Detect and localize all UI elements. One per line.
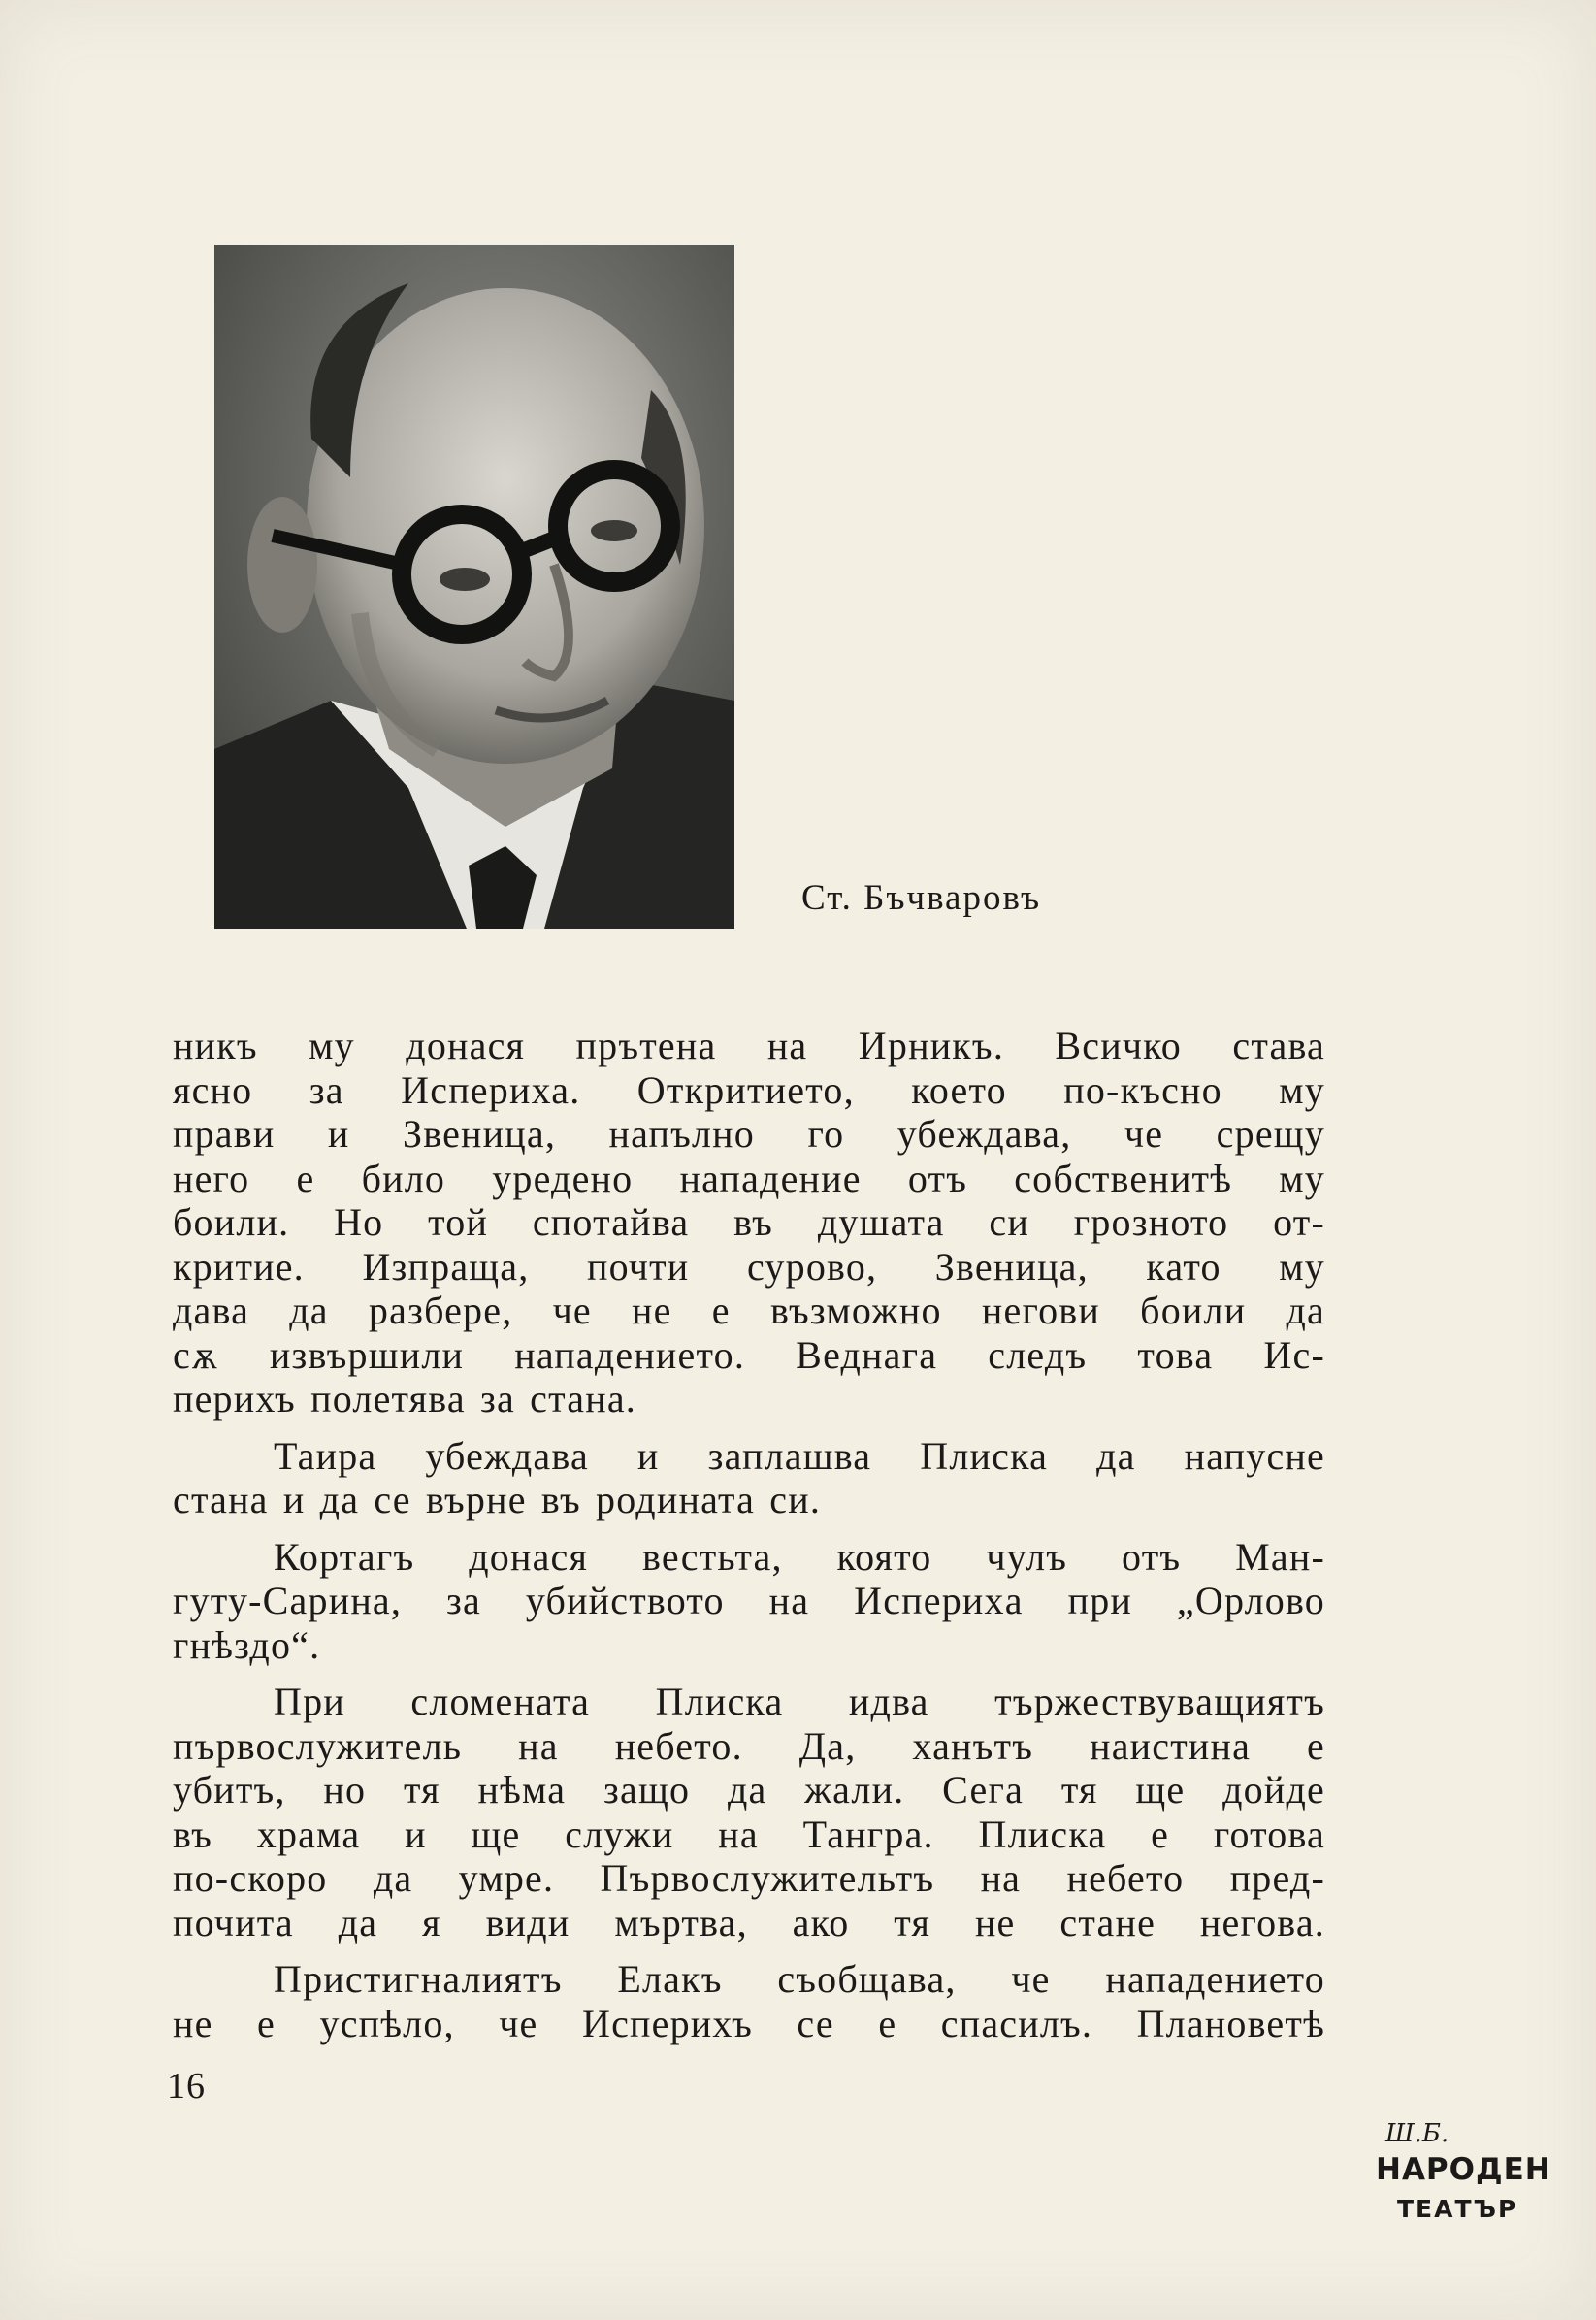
text-line: ясно за Испериха. Откритието, което по-късно му [173,1067,1325,1112]
paragraph-2 [173,1434,1325,1522]
text-line: него е било уредено нападение отъ собственитѣ му [173,1156,1325,1200]
page-number: 16 [167,2066,206,2107]
body-text [173,1024,1325,2045]
text-line: Пристигналиятъ Елакъ съобщава, че нападението [274,1957,1325,2001]
text-line: стана и да се върне въ родината си. [173,1478,822,1521]
text-line: дава да разбере, че не е възможно негови боили да [173,1289,1325,1332]
text-line: Кортагъ донася вестьта, която чулъ отъ Ман- [274,1534,1325,1579]
text-line: прави и Звеница, напълно го убеждава, че срещу [173,1112,1325,1156]
paragraph-5 [173,1957,1325,2045]
portrait-image [214,245,734,929]
text-line: не е успѣло, че Исперихъ се е спасилъ. Плановетѣ [173,2001,1325,2045]
text-line: боили. Но той спотайва въ душата си грозното от- [173,1200,1325,1244]
stamp-signature: Ш.Б. [1385,2119,1449,2148]
text-line: гнѣздо“. [173,1622,321,1667]
photo-caption: Ст. Бъчваровъ [801,878,1042,918]
theatre-stamp [1376,2119,1551,2243]
paragraph-3 [173,1535,1325,1668]
text-line: убитъ, но тя нѣма защо да жали. Сега тя ще дойде [173,1768,1325,1812]
text-line: почита да я види мъртва, ако тя не стане негова. [173,1900,1325,1944]
text-line: перихъ полетява за стана. [173,1377,636,1421]
paragraph-1 [173,1024,1325,1421]
text-line: гуту-Сарина, за убийството на Исперихa при „Орлово [173,1579,1325,1622]
text-line: въ храма и ще служи на Тангра. Плиска е готова [173,1812,1325,1856]
text-line: Таира убеждава и заплашва Плиска да напусне [274,1433,1325,1478]
text-line: никъ му донася прътена на Ирникъ. Всичко става [173,1024,1325,1067]
portrait-photo [214,245,734,929]
text-line: по-скоро да умре. Първослужительтъ на небето пред- [173,1856,1325,1900]
text-line: критие. Изпраща, почти сурово, Звеница, като му [173,1244,1325,1289]
stamp-subtitle: ТЕАТЪР [1397,2195,1518,2223]
text-line: първослужитель на небето. Да, ханътъ наистина е [173,1723,1325,1768]
paragraph-4 [173,1680,1325,1944]
text-line: При сломената Плиска идва тържествуващиятъ [274,1680,1325,1723]
stamp-name: НАРОДЕН [1376,2152,1551,2187]
text-line: сѫ извършили нападението. Веднага следъ това Ис- [173,1332,1325,1377]
